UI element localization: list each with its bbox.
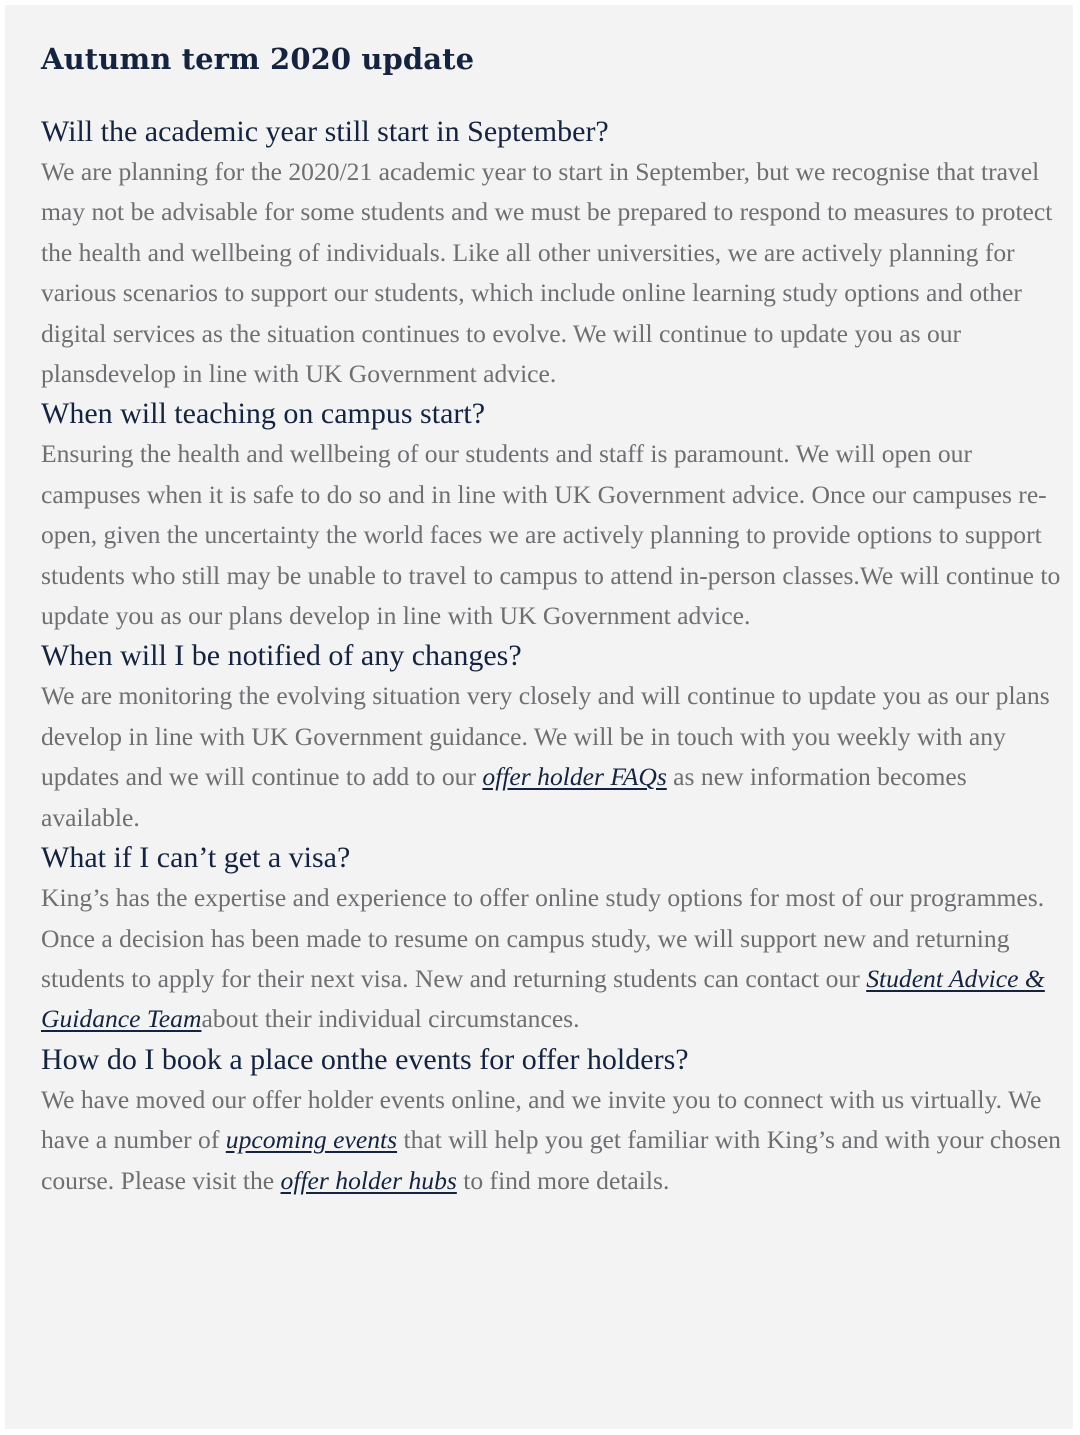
faq-item: [41, 394, 1073, 636]
answer-text: King’s has the expertise and experience to offer online study options for most of our programmes. Once a decision has been made to resume on campus study, we will support new and returning students to apply for their next visa. New and returning students can contact our: [41, 883, 1045, 993]
answer-text: about their individual circumstances.: [201, 1004, 580, 1034]
faq-question: Will the academic year still start in September?: [41, 115, 609, 148]
faq-item: [41, 636, 1073, 838]
faq-item: [41, 838, 1073, 1040]
faq-question: What if I can’t get a visa?: [41, 841, 351, 875]
faq-question: When will I be notified of any changes?: [41, 639, 522, 673]
offer-holder-hubs-link[interactable]: offer holder hubs: [280, 1165, 457, 1195]
upcoming-events-link[interactable]: upcoming events: [225, 1125, 398, 1155]
faq-question: When will teaching on campus start?: [41, 397, 486, 431]
answer-text: Ensuring the health and wellbeing of our students and staff is paramount. We will open our campuses when it is safe to do so and in line with UK Government advice. Once our campuses re-open, given the uncertainty the world faces we are actively planning to provide options to support students who still may be unable to travel to campus to attend in-person classes.We will continue to update you as our plans develop in line with UK Government advice.: [41, 439, 1061, 631]
faq-answer: [41, 1080, 1061, 1201]
update-panel: [5, 5, 1073, 1429]
answer-text: We are planning for the 2020/21 academic year to start in September, but we recognise that travel may not be advisable for some students and we must be prepared to respond to measures to protect the health and wellbeing of individuals. Like all other universities, we are actively planning for various scenarios to support our students, which include online learning study options and other digital services as the situation continues to evolve. We will continue to update you as our plansdevelop in line with UK Government advice.: [41, 157, 1053, 389]
answer-text: as new information becomes available.: [41, 762, 967, 832]
offer-holder-faqs-link[interactable]: offer holder FAQs: [482, 762, 667, 792]
student-advice-guidance-team-link[interactable]: Student Advice & Guidance Team: [41, 963, 1045, 1034]
faq-item: [41, 1040, 1073, 1201]
faq-list: [41, 112, 1073, 1201]
faq-answer: [41, 676, 1061, 838]
page-title: Autumn term 2020 update: [41, 42, 475, 76]
answer-text: that will help you get familiar with King’s and with your chosen course. Please visit the: [41, 1125, 1061, 1195]
faq-answer: [41, 152, 1061, 394]
answer-text: We have moved our offer holder events online, and we invite you to connect with us virtually. We have a number of: [41, 1084, 1042, 1155]
faq-item: [41, 112, 1073, 394]
faq-answer: [41, 878, 1061, 1040]
answer-text: We are monitoring the evolving situation very closely and will continue to update you as our plans develop in line with UK Government guidance. We will be in touch with you weekly with any updates and we will continue to add to our: [41, 681, 1050, 792]
faq-question: How do I book a place onthe events for offer holders?: [41, 1042, 689, 1076]
faq-answer: [41, 434, 1061, 636]
answer-text: to find more details.: [456, 1165, 670, 1195]
